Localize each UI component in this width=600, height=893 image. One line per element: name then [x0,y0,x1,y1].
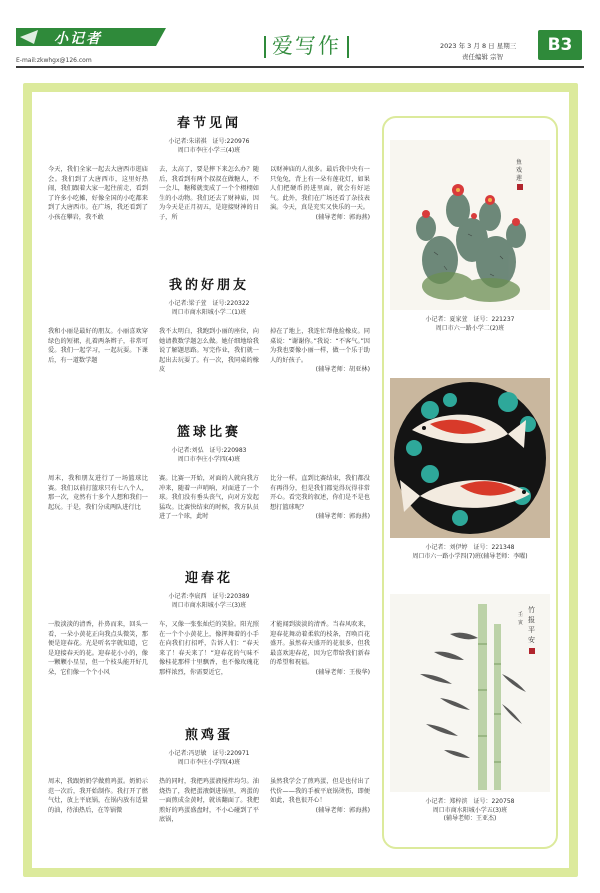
koi-illustration [390,378,550,538]
cactus-illustration [390,140,550,310]
article-body [48,165,370,223]
page-number-badge: B3 [538,30,582,60]
article-spring-festival [48,112,370,223]
author-line: 小记者:冯思敏 证号:220971 [168,750,250,757]
article-column-3 [270,777,370,825]
article-body [48,474,370,522]
article-byline [48,137,370,155]
tutor-note: (辅导老师：郭海燕) [315,806,370,814]
tutor-note: (辅导老师：胡亚林) [315,366,370,374]
article-column-3 [270,327,370,375]
article-byline [48,299,370,317]
caption-author: 小记者：郑梓滨 证号：220758 [425,798,515,805]
section-title: 爱写作 [258,30,355,60]
article-column-3 [270,620,370,678]
column-name: 小记者 [54,31,102,47]
issue-date: 2023 年 3 月 8 日 星期三 [440,42,517,50]
caption-school: 周口市商水阳城小学五(3)班 [432,806,508,814]
article-fried-egg [48,724,370,825]
author-line: 小记者:刘弘 证号:220983 [171,447,247,454]
article-body [48,327,370,375]
article-column-1: 周末，我跟奶奶学做煎鸡蛋。奶奶示范一次后，我开始制作。我打开了燃气灶，放上平底锅，在锅内放有适量的油，待油热后，在等锅微 [48,778,148,814]
article-winter-jasmine [48,567,370,678]
article-column-3-text: 虽然我学会了煎鸡蛋，但是也付出了代价——我的手被平底锅烫伤，即便如此，我也很开心！ [270,778,370,805]
article-byline [48,446,370,464]
artwork-caption [390,544,550,561]
article-column-1: 周末，我和朋友进行了一场篮球比赛。我们以前打篮球只有七八个人，那一次，竟然有十多个人想和我们一起玩。于是，我们分成两队进行比 [48,475,148,511]
article-good-friend [48,274,370,375]
caption-tutor: (辅导老师：王亚杰) [443,815,497,822]
tutor-note: (辅导老师：郭海燕) [315,213,370,221]
tutor-note: (辅导老师：王俊华) [315,668,370,676]
article-title: 我的好朋友 [168,278,249,293]
school-line: 周口市李庄小学四(4)班 [177,759,241,766]
article-column-3 [270,474,370,522]
caption-author: 小记者：夏家萱 证号：221237 [425,316,515,323]
school-line: 周口市李庄小学三(4)班 [177,147,241,154]
svg-text:安: 安 [528,636,535,644]
article-column-2: 赛。比赛一开始，对面的人就向我方冲来，随着一声哨响，对面进了一个球。我们没有垂头丧气，向对方发起猛攻。比赛快结束的时候，我方队员进了一个球，此时 [159,475,259,521]
artwork-bamboo [390,594,550,824]
article-column-1: 我和小丽是最好的朋友。小丽喜欢穿绿色的短裙，扎着两条辫子，非常可爱。我们一起学习，一起玩耍。下课后，有一道数学题 [48,328,148,364]
caption-school: 周口市六一路小学四(7)班(辅导老师：李曜) [412,552,528,560]
contact-email: E-mail:zkwhgx@126.com [16,57,92,64]
artwork-caption [390,316,550,333]
article-column-3-text: 比分一样。直到比赛结束，我们都没有再得分，但是我们都觉得玩得非常开心。看完我的叙述，你们是不是也想打篮球呢？ [270,475,370,511]
svg-text:莲: 莲 [516,175,523,182]
koi-painting [390,378,550,538]
article-column-2: 热的同时，我把鸡蛋液搅拌均匀。油烧热了，我把蛋液倒进锅里，鸡蛋的一面煎成金黄时，就该翻面了。我把煎好的鸡蛋盛盘时，不小心碰到了平底锅， [159,778,259,824]
author-line: 小记者:朱诺祺 证号:220976 [168,138,250,145]
article-column-1: 今天，我们全家一起去大唐西市逛庙会。我们到了大唐西市，这里好热闹，我们跟着大家一起往前走，看到了许多小吃摊，好像全国的小吃都来到了大唐西市。在广场，我还看到了小孩在攀岩，我不敢 [48,166,148,221]
bamboo-illustration [390,594,550,792]
artwork-caption [390,798,550,824]
article-title: 篮球比赛 [176,425,241,440]
school-line: 周口市商水阳城小学三(3)班 [171,602,247,609]
article-title: 迎春花 [184,571,233,586]
artwork-koi [390,378,550,561]
article-column-2: 车，又像一张张灿烂的笑脸。阳光照在一个个小黄花上，像挥舞着的小手在向我们打招呼，告诉人们：“春天来了！春天来了！”迎春花的气味不像桂花那样十里飘香，也不像玫瑰花那样浓烈，你需要近它， [159,621,259,676]
header-divider [16,66,584,68]
article-column-3-text: 以财神庙的人很多。最后我中央有一只兔兔，背上有一朵有莲花灯，如果人们把硬币扔进里面，就会有好运气。此外，我们在广场还看了杂技表演。今天，真是充实又快乐的一天。 [270,166,370,212]
svg-text:报: 报 [528,616,535,624]
svg-text:戏: 戏 [516,167,523,174]
article-title: 春节见闻 [176,116,241,131]
article-column-2: 去，太高了，要是摔下来怎么办？随后，我看到有两个叔叔在做糖人，不一会儿，糖稀就变成了一个个栩栩如生的小动物。我们还去了财神庙，因为今天是正月初五，是迎接财神的日子，所 [159,166,259,221]
artwork-cactus [390,140,550,333]
article-column-2: 我不太明白，我跑到小丽的座位，向她请教数学题怎么做。她仔细地给我说了解题思路。写完作业，我们就一起出去玩耍了。有一次，我同桌的橡皮 [159,328,259,374]
author-line: 小记者:梁子萱 证号:220322 [168,300,250,307]
article-column-3-text: 才能闻到淡淡的清香。当春风吹来，迎春花舞动着柔软的枝条，召唤百花盛开。虽然春天盛开的花很多，但我最喜欢迎春花，因为它带给我们新春的希望和祝福。 [270,621,370,667]
svg-text:鱼: 鱼 [516,159,523,166]
article-byline [48,592,370,610]
article-column-3-text: 掉在了地上，我连忙帮他捡橡皮。同桌说：“谢谢你。”我说：“不客气。”因为我也要像小丽一样，做一个乐于助人的好孩子。 [270,328,370,364]
article-column-3 [270,165,370,223]
caption-author: 小记者：刘伊婷 证号：221348 [425,544,515,551]
tutor-note: (辅导老师：郭海燕) [315,513,370,521]
responsible-editor: 责任编辑 宗智 [462,53,504,61]
article-body [48,777,370,825]
column-logo [16,26,166,48]
school-line: 周口市李庄小学四(4)班 [177,456,241,463]
article-byline [48,749,370,767]
page-header [0,0,600,78]
article-title: 煎鸡蛋 [184,728,233,743]
svg-text:壬: 壬 [518,612,524,618]
cactus-painting [390,140,550,310]
article-basketball [48,421,370,522]
article-column-1: 一股淡淡的清香，扑鼻而来，回头一看，一朵小黄花正向我点头微笑，那便是迎春花。光是听名字就知道，它是迎接春天的花。迎春花小小的，像一颗颗小星星，但一个枝头能开好几朵，它们像一个个小风 [48,621,148,676]
caption-school: 周口市六一路小学二(2)班 [435,324,505,332]
bamboo-painting [390,594,550,792]
svg-text:竹: 竹 [528,606,535,614]
svg-text:寅: 寅 [518,620,524,626]
article-body [48,620,370,678]
author-line: 小记者:李宸西 证号:220389 [168,593,250,600]
svg-text:平: 平 [528,626,535,634]
school-line: 周口市商水阳城小学二(1)班 [171,309,247,316]
